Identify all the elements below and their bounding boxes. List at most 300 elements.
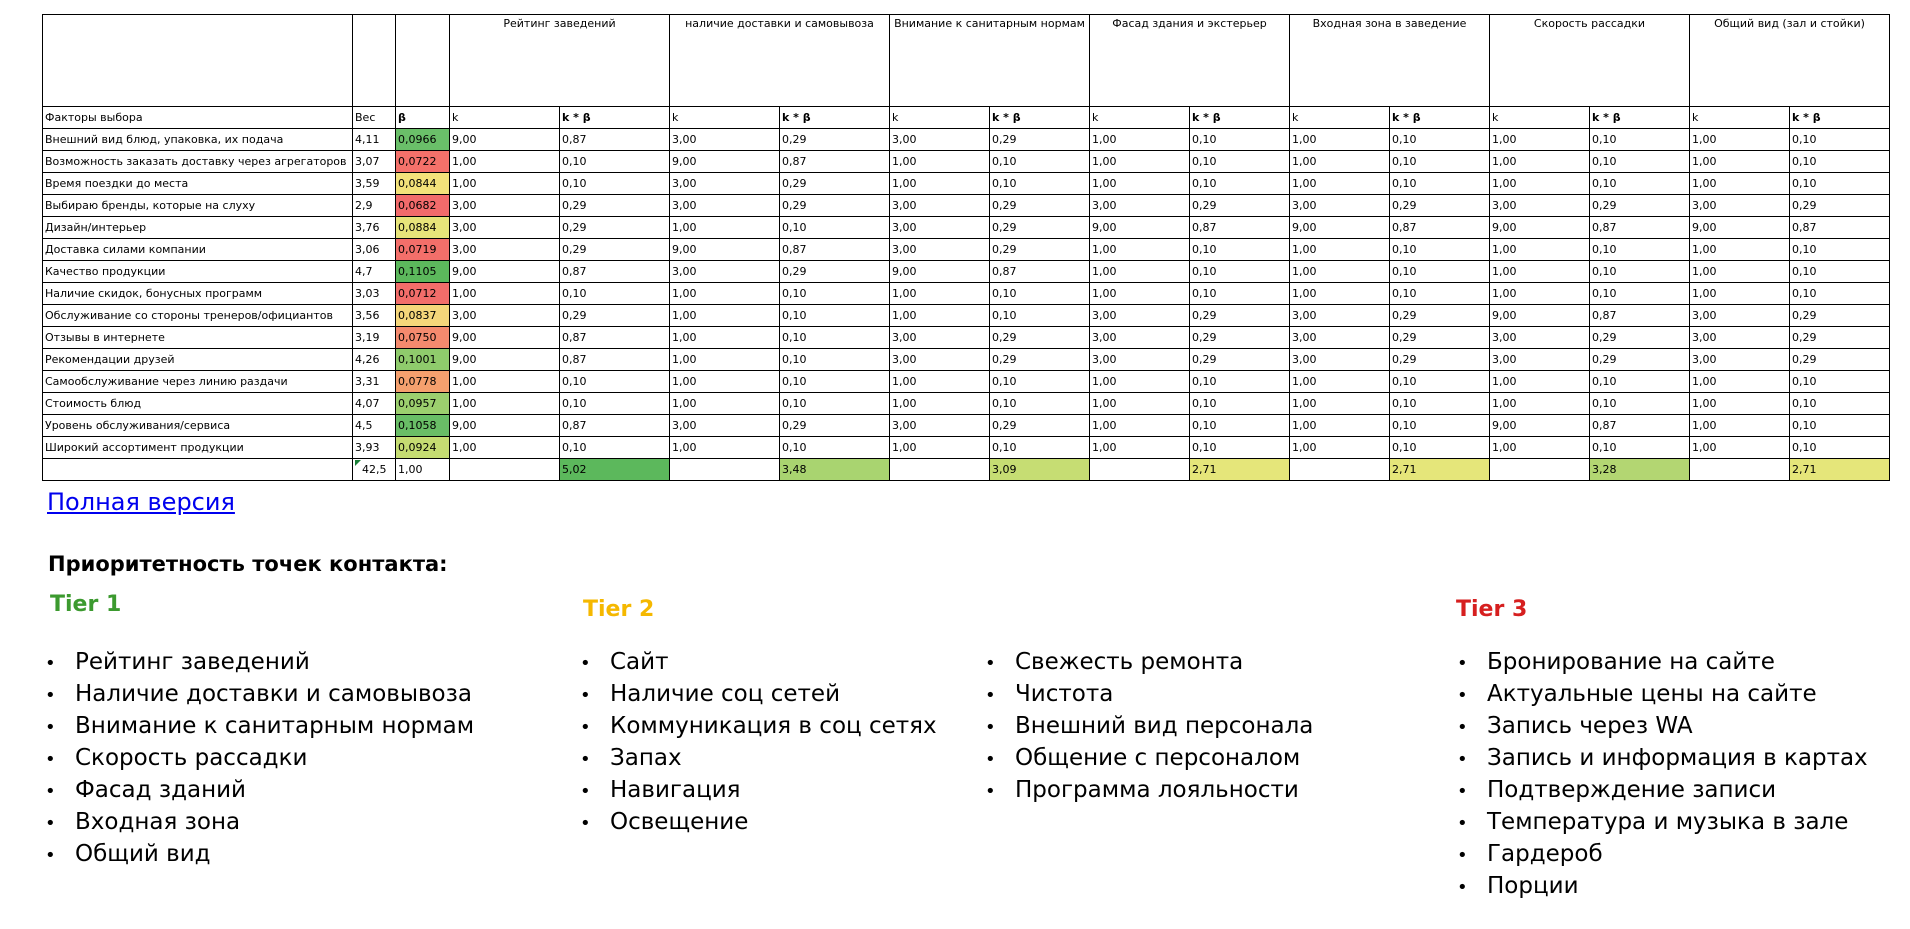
k-cell: 1,00 <box>1090 437 1190 459</box>
factor-cell: Самообслуживание через линию раздачи <box>43 371 353 393</box>
k-beta-cell: 0,10 <box>1790 173 1890 195</box>
tier-1-list <box>45 646 474 870</box>
k-beta-cell: 0,10 <box>1790 261 1890 283</box>
total-score-cell: 3,48 <box>780 459 890 481</box>
total-weight-cell <box>353 459 396 481</box>
k-beta-cell: 0,29 <box>990 327 1090 349</box>
k-beta-cell: 0,29 <box>560 239 670 261</box>
list-item <box>580 678 937 710</box>
k-beta-cell: 0,10 <box>1590 437 1690 459</box>
k-beta-cell: 0,10 <box>990 283 1090 305</box>
k-cell: 3,00 <box>1690 327 1790 349</box>
weight-cell: 3,59 <box>353 173 396 195</box>
k-beta-cell: 0,29 <box>1790 349 1890 371</box>
k-cell: 1,00 <box>1090 129 1190 151</box>
total-blank-k <box>1490 459 1590 481</box>
bullet-icon: • <box>1457 653 1468 674</box>
beta-cell: 0,0844 <box>396 173 450 195</box>
list-item <box>985 710 1313 742</box>
list-item <box>45 646 474 678</box>
k-cell: 3,00 <box>1690 195 1790 217</box>
k-cell: 1,00 <box>1290 239 1390 261</box>
k-cell: 1,00 <box>1490 371 1590 393</box>
k-beta-cell: 0,29 <box>560 305 670 327</box>
k-beta-cell: 0,10 <box>1190 261 1290 283</box>
list-item <box>580 646 937 678</box>
total-score-cell: 3,28 <box>1590 459 1690 481</box>
factor-cell: Отзывы в интернете <box>43 327 353 349</box>
k-beta-cell: 0,10 <box>1390 173 1490 195</box>
table-row <box>43 151 1890 173</box>
tier-1-label: Tier 1 <box>50 592 122 617</box>
k-beta-column-header: k * β <box>560 107 670 129</box>
k-beta-cell: 0,10 <box>560 173 670 195</box>
k-beta-cell: 0,10 <box>560 437 670 459</box>
factor-matrix-table <box>42 14 1890 481</box>
list-item <box>1457 678 1868 710</box>
list-item-label: Сайт <box>610 649 669 675</box>
bullet-icon: • <box>45 653 56 674</box>
k-cell: 1,00 <box>890 173 990 195</box>
list-item-label: Запах <box>610 745 682 771</box>
beta-cell: 0,0957 <box>396 393 450 415</box>
k-beta-cell: 0,10 <box>1190 129 1290 151</box>
beta-cell: 0,0924 <box>396 437 450 459</box>
k-cell: 1,00 <box>1490 129 1590 151</box>
k-cell: 3,00 <box>890 349 990 371</box>
list-item-label: Внешний вид персонала <box>1015 713 1314 739</box>
k-beta-cell: 0,10 <box>1390 283 1490 305</box>
k-cell: 3,00 <box>890 195 990 217</box>
k-beta-cell: 0,10 <box>780 349 890 371</box>
metric-group-header: Внимание к санитарным нормам <box>890 15 1090 107</box>
table-row <box>43 217 1890 239</box>
k-beta-cell: 0,29 <box>780 129 890 151</box>
k-cell: 3,00 <box>450 305 560 327</box>
beta-cell: 0,0837 <box>396 305 450 327</box>
k-cell: 9,00 <box>1490 415 1590 437</box>
tier-3-label: Tier 3 <box>1456 597 1528 622</box>
k-cell: 3,00 <box>1490 195 1590 217</box>
list-item-label: Освещение <box>610 809 749 835</box>
bullet-icon: • <box>1457 717 1468 738</box>
k-cell: 3,00 <box>890 239 990 261</box>
k-beta-cell: 0,29 <box>990 239 1090 261</box>
list-item-label: Навигация <box>610 777 741 803</box>
k-beta-cell: 0,10 <box>560 283 670 305</box>
list-item-label: Коммуникация в соц сетях <box>610 713 937 739</box>
beta-cell: 0,0682 <box>396 195 450 217</box>
factor-cell: Доставка силами компании <box>43 239 353 261</box>
k-beta-cell: 0,29 <box>780 415 890 437</box>
k-cell: 1,00 <box>1690 283 1790 305</box>
list-item <box>1457 806 1868 838</box>
k-beta-cell: 0,10 <box>990 371 1090 393</box>
k-cell: 1,00 <box>1290 437 1390 459</box>
k-beta-column-header: k * β <box>1190 107 1290 129</box>
k-cell: 1,00 <box>1090 261 1190 283</box>
weight-cell: 3,93 <box>353 437 396 459</box>
k-beta-cell: 0,10 <box>1190 415 1290 437</box>
k-beta-cell: 0,10 <box>1190 393 1290 415</box>
bullet-icon: • <box>45 813 56 834</box>
k-cell: 1,00 <box>450 371 560 393</box>
list-item-label: Порции <box>1487 873 1579 899</box>
weight-cell: 4,07 <box>353 393 396 415</box>
k-beta-cell: 0,29 <box>990 129 1090 151</box>
weight-cell: 3,06 <box>353 239 396 261</box>
k-cell: 1,00 <box>1690 129 1790 151</box>
beta-cell: 0,1058 <box>396 415 450 437</box>
k-cell: 1,00 <box>1690 173 1790 195</box>
list-item-label: Общение с персоналом <box>1015 745 1301 771</box>
factor-cell: Выбираю бренды, которые на слуху <box>43 195 353 217</box>
k-beta-cell: 0,10 <box>1390 415 1490 437</box>
total-weight-value: 42,5 <box>362 462 387 476</box>
k-beta-column-header: k * β <box>780 107 890 129</box>
list-item <box>1457 870 1868 902</box>
weight-cell: 4,11 <box>353 129 396 151</box>
k-beta-cell: 0,10 <box>780 305 890 327</box>
metric-group-header: Рейтинг заведений <box>450 15 670 107</box>
k-cell: 1,00 <box>670 371 780 393</box>
table-row <box>43 415 1890 437</box>
metric-group-header: Фасад здания и экстерьер <box>1090 15 1290 107</box>
k-beta-cell: 0,87 <box>1590 305 1690 327</box>
k-beta-cell: 0,29 <box>990 349 1090 371</box>
k-cell: 1,00 <box>1290 173 1390 195</box>
weight-cell: 3,76 <box>353 217 396 239</box>
beta-column-header: β <box>396 107 450 129</box>
k-beta-cell: 0,10 <box>1390 151 1490 173</box>
k-cell: 1,00 <box>1290 371 1390 393</box>
k-beta-cell: 0,87 <box>780 239 890 261</box>
k-cell: 1,00 <box>1290 415 1390 437</box>
factor-cell: Время поездки до места <box>43 173 353 195</box>
k-beta-cell: 0,29 <box>560 195 670 217</box>
k-beta-cell: 0,10 <box>780 437 890 459</box>
k-cell: 9,00 <box>1690 217 1790 239</box>
table-row <box>43 327 1890 349</box>
header-blank-weight <box>353 15 396 107</box>
k-beta-cell: 0,29 <box>990 195 1090 217</box>
table-row <box>43 239 1890 261</box>
k-cell: 1,00 <box>1290 129 1390 151</box>
k-beta-cell: 0,10 <box>780 217 890 239</box>
k-beta-cell: 0,10 <box>1590 239 1690 261</box>
bullet-icon: • <box>1457 845 1468 866</box>
header-blank-factor <box>43 15 353 107</box>
k-beta-cell: 0,10 <box>1790 415 1890 437</box>
factor-cell: Стоимость блюд <box>43 393 353 415</box>
k-beta-cell: 0,29 <box>1190 195 1290 217</box>
bullet-icon: • <box>985 781 996 802</box>
k-beta-cell: 0,29 <box>1590 327 1690 349</box>
list-item <box>985 742 1313 774</box>
beta-cell: 0,1105 <box>396 261 450 283</box>
weight-cell: 4,26 <box>353 349 396 371</box>
k-beta-cell: 0,10 <box>780 393 890 415</box>
k-beta-cell: 0,29 <box>560 217 670 239</box>
k-beta-cell: 0,29 <box>1790 327 1890 349</box>
k-beta-cell: 0,29 <box>1390 305 1490 327</box>
k-cell: 3,00 <box>670 129 780 151</box>
list-item-label: Запись и информация в картах <box>1487 745 1868 771</box>
list-item <box>45 678 474 710</box>
list-item <box>985 678 1313 710</box>
weight-cell: 3,03 <box>353 283 396 305</box>
list-item <box>45 774 474 806</box>
k-cell: 1,00 <box>1490 393 1590 415</box>
weight-cell: 4,7 <box>353 261 396 283</box>
totals-row <box>43 459 1890 481</box>
k-column-header: k <box>450 107 560 129</box>
beta-cell: 0,0750 <box>396 327 450 349</box>
list-item-label: Температура и музыка в зале <box>1487 809 1849 835</box>
k-cell: 3,00 <box>1290 195 1390 217</box>
k-beta-cell: 0,87 <box>560 261 670 283</box>
k-cell: 3,00 <box>890 327 990 349</box>
list-item-label: Запись через WA <box>1487 713 1693 739</box>
tier-3-list <box>1457 646 1868 902</box>
k-cell: 1,00 <box>1090 371 1190 393</box>
k-cell: 1,00 <box>1490 437 1590 459</box>
bullet-icon: • <box>1457 813 1468 834</box>
bullet-icon: • <box>580 653 591 674</box>
k-beta-cell: 0,10 <box>1190 151 1290 173</box>
k-column-header: k <box>1690 107 1790 129</box>
beta-cell: 0,0966 <box>396 129 450 151</box>
weight-cell: 2,9 <box>353 195 396 217</box>
k-cell: 9,00 <box>1090 217 1190 239</box>
metric-group-header: наличие доставки и самовывоза <box>670 15 890 107</box>
total-beta-cell: 1,00 <box>396 459 450 481</box>
k-beta-cell: 0,10 <box>1390 371 1490 393</box>
k-beta-cell: 0,29 <box>1390 327 1490 349</box>
k-cell: 1,00 <box>1490 239 1590 261</box>
k-cell: 1,00 <box>1690 261 1790 283</box>
total-blank-k <box>450 459 560 481</box>
k-cell: 3,00 <box>890 217 990 239</box>
k-beta-cell: 0,10 <box>560 371 670 393</box>
tier-2-label: Tier 2 <box>583 597 655 622</box>
table-row <box>43 261 1890 283</box>
table-row <box>43 393 1890 415</box>
list-item-label: Наличие доставки и самовывоза <box>75 681 472 707</box>
list-item <box>1457 774 1868 806</box>
list-item <box>45 710 474 742</box>
list-item-label: Подтверждение записи <box>1487 777 1777 803</box>
factor-cell: Дизайн/интерьер <box>43 217 353 239</box>
list-item <box>1457 646 1868 678</box>
k-beta-cell: 0,87 <box>1190 217 1290 239</box>
k-cell: 1,00 <box>1090 283 1190 305</box>
k-cell: 1,00 <box>450 283 560 305</box>
k-beta-cell: 0,10 <box>1390 239 1490 261</box>
factor-cell: Широкий ассортимент продукции <box>43 437 353 459</box>
k-cell: 1,00 <box>1490 173 1590 195</box>
k-beta-cell: 0,10 <box>1790 151 1890 173</box>
full-version-link[interactable]: Полная версия <box>47 488 235 516</box>
k-cell: 1,00 <box>1490 283 1590 305</box>
k-cell: 9,00 <box>450 349 560 371</box>
k-beta-cell: 0,29 <box>780 261 890 283</box>
list-item <box>1457 838 1868 870</box>
k-cell: 3,00 <box>670 195 780 217</box>
total-blank-k <box>1290 459 1390 481</box>
table-row <box>43 283 1890 305</box>
k-beta-cell: 0,10 <box>1390 437 1490 459</box>
k-cell: 1,00 <box>450 173 560 195</box>
total-score-cell: 2,71 <box>1190 459 1290 481</box>
table-row <box>43 129 1890 151</box>
k-cell: 1,00 <box>670 437 780 459</box>
k-cell: 3,00 <box>1090 327 1190 349</box>
k-cell: 9,00 <box>450 261 560 283</box>
list-item <box>580 742 937 774</box>
factor-cell: Уровень обслуживания/сервиса <box>43 415 353 437</box>
k-beta-cell: 0,29 <box>780 173 890 195</box>
priority-title: Приоритетность точек контакта: <box>48 552 448 576</box>
k-beta-cell: 0,29 <box>780 195 890 217</box>
k-cell: 1,00 <box>1290 283 1390 305</box>
k-beta-cell: 0,29 <box>990 415 1090 437</box>
k-cell: 1,00 <box>1690 437 1790 459</box>
total-score-cell: 5,02 <box>560 459 670 481</box>
k-cell: 1,00 <box>1690 371 1790 393</box>
metric-group-header: Общий вид (зал и стойки) <box>1690 15 1890 107</box>
k-cell: 1,00 <box>890 437 990 459</box>
k-beta-cell: 0,10 <box>1590 371 1690 393</box>
factor-cell: Внешний вид блюд, упаковка, их подача <box>43 129 353 151</box>
k-beta-cell: 0,29 <box>1390 195 1490 217</box>
k-cell: 1,00 <box>670 349 780 371</box>
total-blank-k <box>670 459 780 481</box>
bullet-icon: • <box>1457 685 1468 706</box>
table-row <box>43 305 1890 327</box>
list-item-label: Актуальные цены на сайте <box>1487 681 1817 707</box>
k-cell: 3,00 <box>450 217 560 239</box>
k-cell: 1,00 <box>1690 151 1790 173</box>
k-cell: 1,00 <box>1690 415 1790 437</box>
k-beta-cell: 0,10 <box>1390 129 1490 151</box>
beta-cell: 0,0722 <box>396 151 450 173</box>
list-item <box>1457 742 1868 774</box>
bullet-icon: • <box>45 781 56 802</box>
k-beta-cell: 0,87 <box>1590 415 1690 437</box>
list-item <box>580 710 937 742</box>
table-row <box>43 173 1890 195</box>
k-beta-cell: 0,87 <box>990 261 1090 283</box>
k-beta-cell: 0,29 <box>1190 349 1290 371</box>
k-beta-cell: 0,29 <box>990 217 1090 239</box>
k-cell: 1,00 <box>890 305 990 327</box>
k-beta-column-header: k * β <box>1790 107 1890 129</box>
k-beta-cell: 0,10 <box>1190 437 1290 459</box>
k-cell: 1,00 <box>1290 393 1390 415</box>
k-cell: 9,00 <box>1490 305 1590 327</box>
cell-comment-marker-icon <box>355 460 361 466</box>
k-cell: 1,00 <box>1290 151 1390 173</box>
k-cell: 1,00 <box>450 151 560 173</box>
k-beta-cell: 0,29 <box>1590 195 1690 217</box>
k-cell: 1,00 <box>450 437 560 459</box>
beta-cell: 0,0778 <box>396 371 450 393</box>
k-cell: 9,00 <box>1290 217 1390 239</box>
k-cell: 3,00 <box>450 195 560 217</box>
k-beta-cell: 0,10 <box>1790 239 1890 261</box>
k-beta-cell: 0,87 <box>560 129 670 151</box>
header-blank-beta <box>396 15 450 107</box>
k-beta-cell: 0,10 <box>1790 129 1890 151</box>
k-cell: 3,00 <box>1090 305 1190 327</box>
list-item <box>580 806 937 838</box>
k-beta-cell: 0,10 <box>1590 283 1690 305</box>
list-item-label: Рейтинг заведений <box>75 649 310 675</box>
k-cell: 3,00 <box>670 415 780 437</box>
bullet-icon: • <box>580 781 591 802</box>
k-cell: 3,00 <box>450 239 560 261</box>
weight-column-header: Вес <box>353 107 396 129</box>
totals-blank <box>43 459 353 481</box>
list-item-label: Внимание к санитарным нормам <box>75 713 475 739</box>
weight-cell: 3,56 <box>353 305 396 327</box>
k-beta-cell: 0,29 <box>1390 349 1490 371</box>
k-beta-cell: 0,10 <box>1190 283 1290 305</box>
k-beta-cell: 0,10 <box>1590 261 1690 283</box>
k-cell: 1,00 <box>1090 173 1190 195</box>
k-cell: 9,00 <box>670 239 780 261</box>
list-item-label: Бронирование на сайте <box>1487 649 1775 675</box>
k-cell: 3,00 <box>670 261 780 283</box>
k-cell: 3,00 <box>1290 305 1390 327</box>
total-blank-k <box>890 459 990 481</box>
list-item <box>985 774 1313 806</box>
k-beta-cell: 0,10 <box>780 327 890 349</box>
k-cell: 3,00 <box>670 173 780 195</box>
tier-2-list-a <box>580 646 937 838</box>
k-cell: 3,00 <box>890 129 990 151</box>
k-beta-cell: 0,29 <box>1790 195 1890 217</box>
bullet-icon: • <box>580 717 591 738</box>
k-beta-cell: 0,10 <box>1790 371 1890 393</box>
k-beta-cell: 0,10 <box>990 393 1090 415</box>
k-cell: 1,00 <box>1490 261 1590 283</box>
table-row <box>43 195 1890 217</box>
list-item-label: Фасад зданий <box>75 777 247 803</box>
k-cell: 9,00 <box>450 415 560 437</box>
bullet-icon: • <box>985 717 996 738</box>
k-beta-cell: 0,10 <box>1590 151 1690 173</box>
beta-cell: 0,0719 <box>396 239 450 261</box>
k-cell: 1,00 <box>450 393 560 415</box>
list-item <box>985 646 1313 678</box>
bullet-icon: • <box>45 717 56 738</box>
k-beta-cell: 0,87 <box>560 415 670 437</box>
k-cell: 3,00 <box>1490 327 1590 349</box>
k-cell: 1,00 <box>670 393 780 415</box>
k-cell: 1,00 <box>1090 151 1190 173</box>
k-cell: 3,00 <box>1290 327 1390 349</box>
k-beta-cell: 0,87 <box>1390 217 1490 239</box>
list-item <box>580 774 937 806</box>
weight-cell: 4,5 <box>353 415 396 437</box>
metric-group-header: Скорость рассадки <box>1490 15 1690 107</box>
bullet-icon: • <box>1457 749 1468 770</box>
beta-cell: 0,0884 <box>396 217 450 239</box>
metric-group-header: Входная зона в заведение <box>1290 15 1490 107</box>
list-item <box>45 806 474 838</box>
